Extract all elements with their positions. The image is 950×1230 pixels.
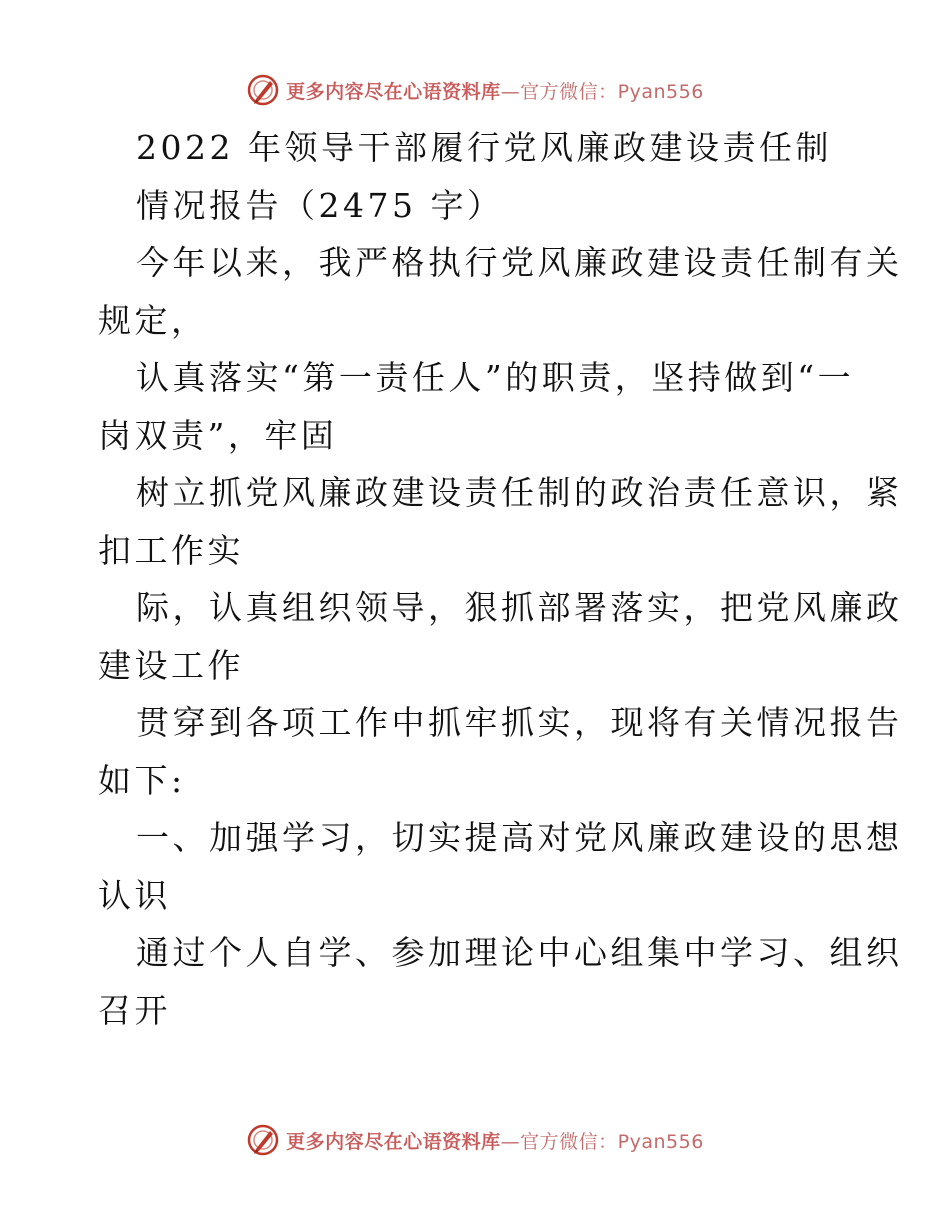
paragraph-line: 扣工作实: [98, 531, 244, 570]
watermark-dash: —: [500, 1130, 521, 1153]
watermark-banner-top: [0, 70, 950, 110]
doc-title-line-2: 情况报告（2475 字）: [136, 186, 504, 225]
watermark-site-text: 更多内容尽在心语资料库: [286, 80, 501, 103]
section-heading-line: 认识: [98, 876, 171, 915]
paragraph-line: 通过个人自学、参加理论中心组集中学习、组织: [136, 933, 903, 972]
watermark-site-text: 更多内容尽在心语资料库: [286, 1130, 501, 1153]
paragraph-line: 际，认真组织领导，狠抓部署落实，把党风廉政: [136, 588, 903, 627]
watermark-dash: —: [500, 80, 521, 103]
watermark-wechat-text: 官方微信：Pyan556: [520, 80, 704, 103]
paragraph-line: 树立抓党风廉政建设责任制的政治责任意识，紧: [136, 473, 903, 512]
pen-logo-icon: [246, 1123, 280, 1157]
watermark-wechat-text: 官方微信：Pyan556: [520, 1130, 704, 1153]
paragraph-line: 贯穿到各项工作中抓牢抓实，现将有关情况报告: [136, 703, 903, 742]
paragraph-line: 如下:: [98, 761, 186, 800]
doc-title-line-1: 2022 年领导干部履行党风廉政建设责任制: [136, 128, 832, 167]
watermark-banner-bottom: [0, 1120, 950, 1160]
paragraph-line: 认真落实“第一责任人”的职责，坚持做到“一: [136, 358, 855, 397]
paragraph-line: 建设工作: [98, 646, 244, 685]
watermark-text: [286, 77, 704, 104]
pen-logo-icon: [246, 73, 280, 107]
paragraph-line: 召开: [98, 991, 171, 1030]
watermark-text: [286, 1127, 704, 1154]
paragraph-line: 规定，: [98, 301, 208, 340]
paragraph-line: 今年以来，我严格执行党风廉政建设责任制有关: [136, 243, 903, 282]
section-heading-line: 一、加强学习，切实提高对党风廉政建设的思想: [136, 818, 903, 857]
paragraph-line: 岗双责”，牢固: [98, 416, 338, 455]
